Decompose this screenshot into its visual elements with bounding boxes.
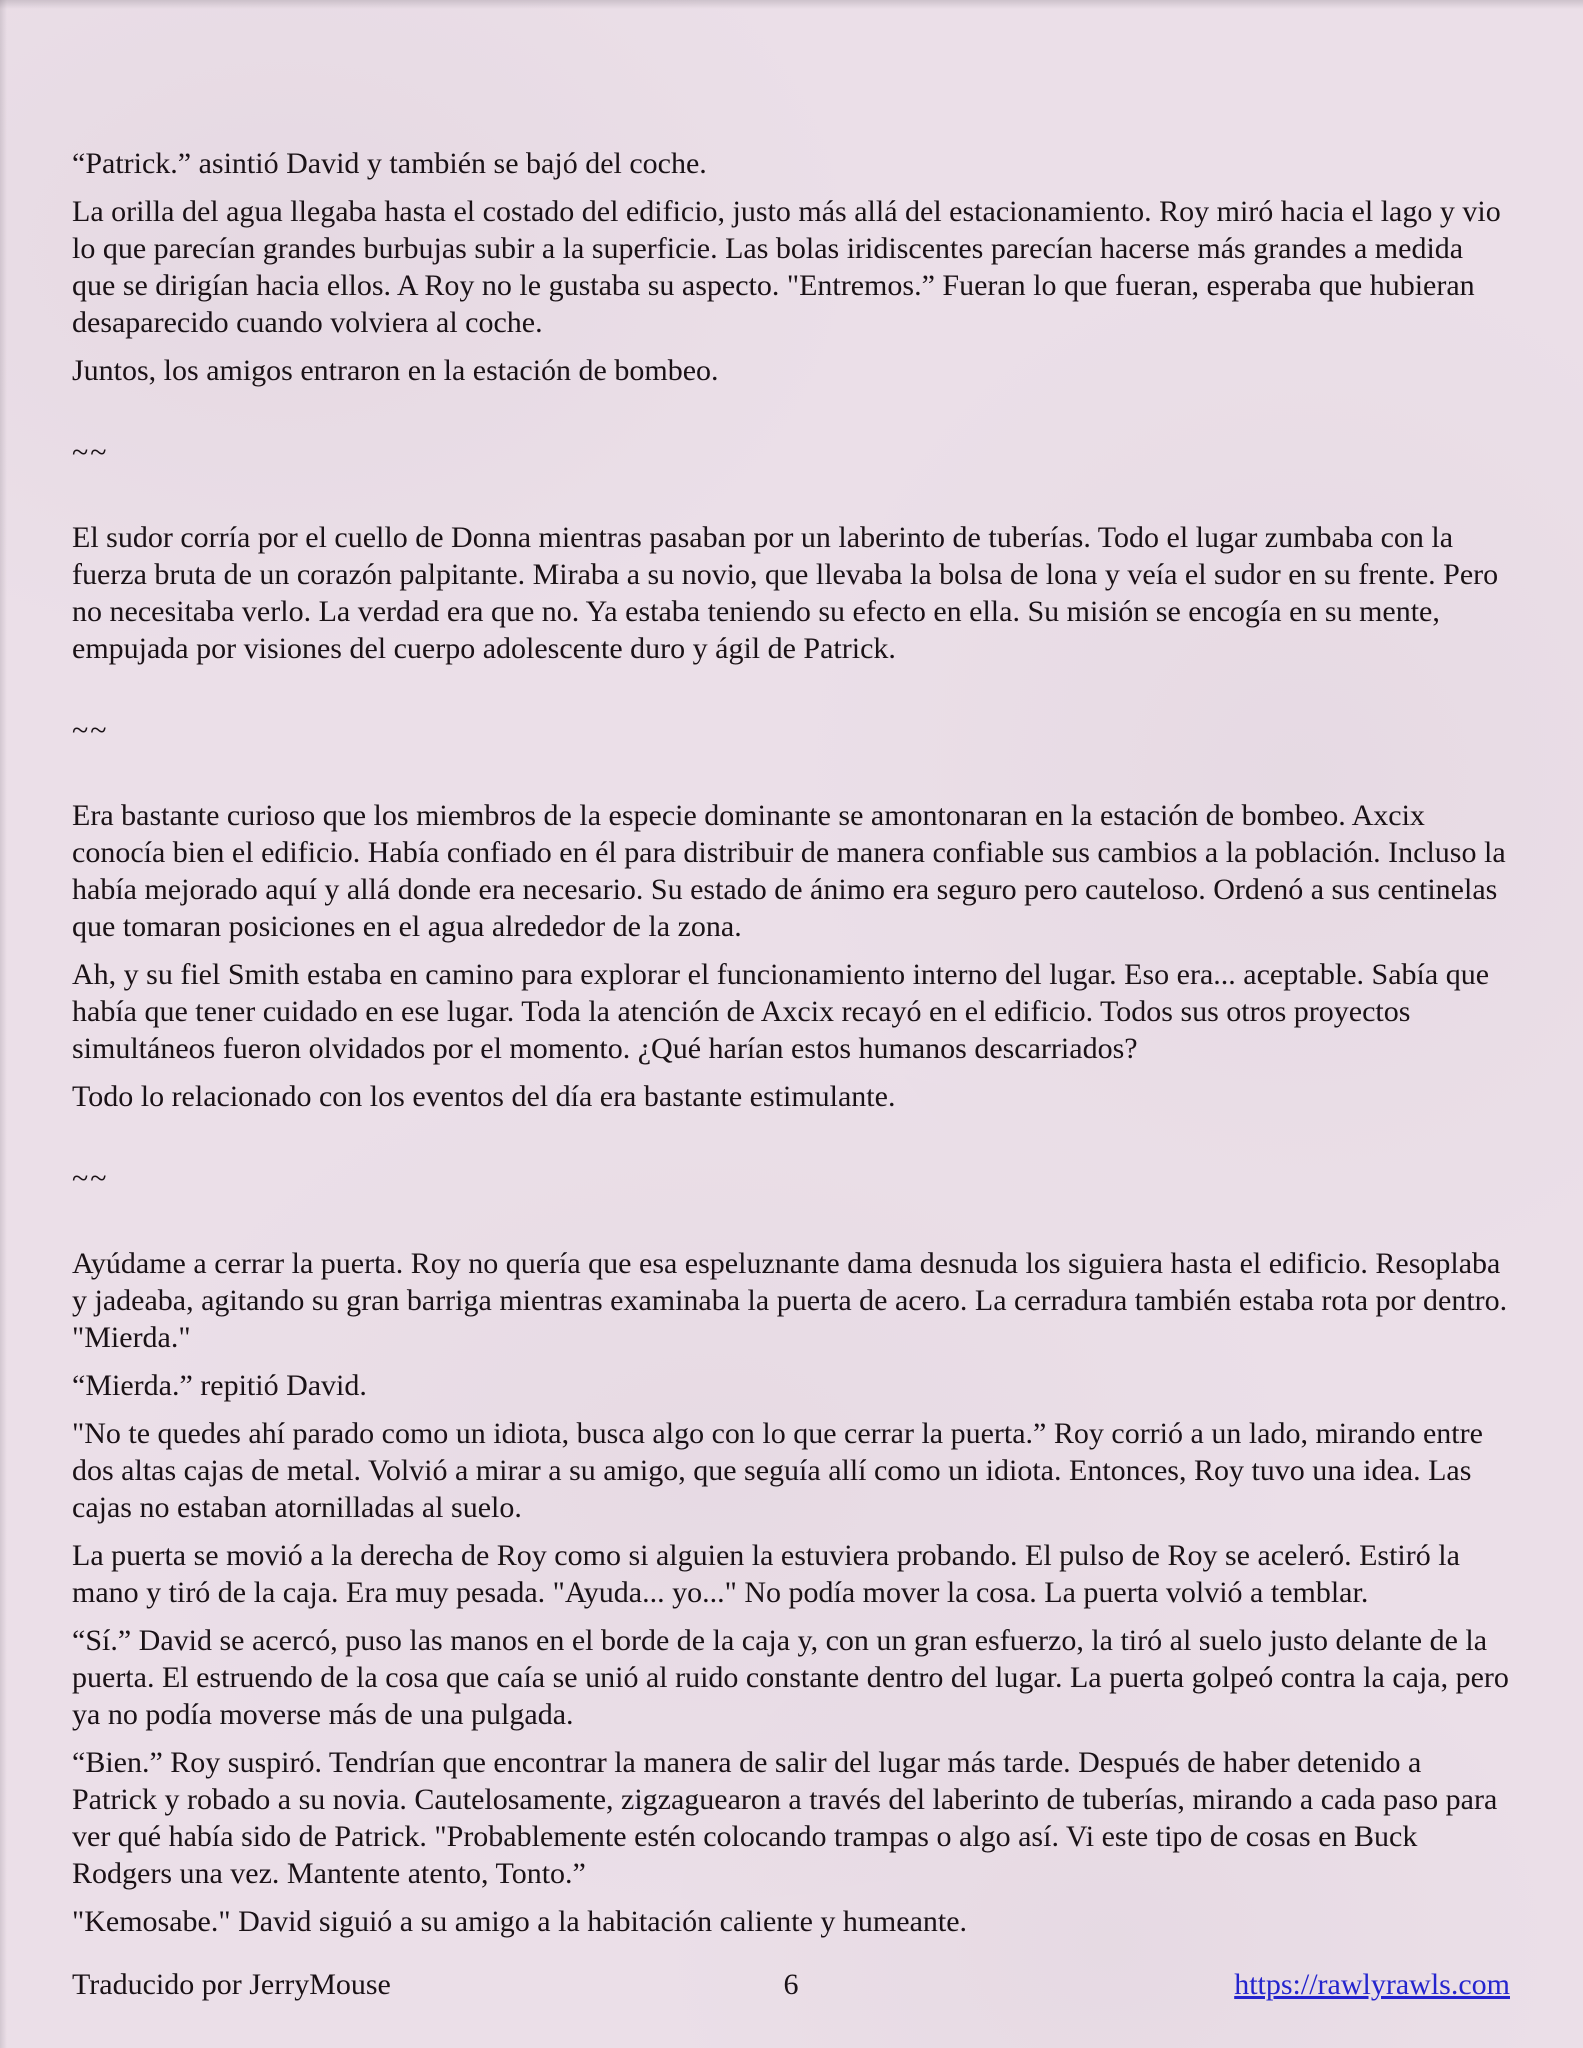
paragraph: La orilla del agua llegaba hasta el costado del edificio, justo más allá del estacionamiento. Roy miró hacia el lago y vio lo que parecían grandes burbujas subir a la superficie. Las bolas iridiscentes parecían hacerse más grandes a medida que se dirigían hacia ellos. A Roy no le gustaba su aspecto. "Entremos.” Fueran lo que fueran, esperaba que hubieran desaparecido cuando volviera al coche. <box>72 195 1501 339</box>
paragraph: “Mierda.” repitió David. <box>72 1369 367 1402</box>
paragraph: Juntos, los amigos entraron en la estación de bombeo. <box>72 354 719 387</box>
section-separator: ~~ <box>72 436 109 469</box>
translator-credit: Traducido por JerryMouse <box>72 1968 391 2001</box>
paragraph: "Kemosabe." David siguió a su amigo a la habitación caliente y humeante. <box>72 1905 968 1938</box>
site-link[interactable]: https://rawlyrawls.com <box>1234 1968 1510 2001</box>
paragraph: La puerta se movió a la derecha de Roy como si alguien la estuviera probando. El pulso de Roy se aceleró. Estiró la mano y tiró de la caja. Era muy pesada. "Ayuda... yo..." No podía mover la cosa. La puerta volvió a temblar. <box>72 1539 1460 1609</box>
paragraph: Ayúdame a cerrar la puerta. Roy no quería que esa espeluznante dama desnuda los siguiera hasta el edificio. Resoplaba y jadeaba, agitando su gran barriga mientras examinaba la puerta de acero. La cerradura también estaba rota por dentro. "Mierda." <box>72 1247 1508 1354</box>
page-number: 6 <box>783 1968 799 2001</box>
section-separator: ~~ <box>72 1162 109 1195</box>
paragraph: “Bien.” Roy suspiró. Tendrían que encontrar la manera de salir del lugar más tarde. Después de haber detenido a Patrick y robado a su novia. Cautelosamente, zigzaguearon a través del laberinto de tuberías, mirando a cada paso para ver qué había sido de Patrick. "Probablemente estén colocando trampas o algo así. Vi este tipo de cosas en Buck Rodgers una vez. Mantente atento, Tonto.” <box>72 1746 1498 1890</box>
paragraph: El sudor corría por el cuello de Donna mientras pasaban por un laberinto de tuberías. Todo el lugar zumbaba con la fuerza bruta de un corazón palpitante. Miraba a su novio, que llevaba la bolsa de lona y veía el sudor en su frente. Pero no necesitaba verlo. La verdad era que no. Ya estaba teniendo su efecto en ella. Su misión se encogía en su mente, empujada por visiones del cuerpo adolescente duro y ágil de Patrick. <box>72 521 1499 665</box>
paragraph: “Patrick.” asintió David y también se bajó del coche. <box>72 147 707 180</box>
paragraph: Todo lo relacionado con los eventos del día era bastante estimulante. <box>72 1080 896 1113</box>
page-footer <box>72 1966 1510 2006</box>
section-separator: ~~ <box>72 714 109 747</box>
paragraph: "No te quedes ahí parado como un idiota, busca algo con lo que cerrar la puerta.” Roy corrió a un lado, mirando entre dos altas cajas de metal. Volvió a mirar a su amigo, que seguía allí como un idiota. Entonces, Roy tuvo una idea. Las cajas no estaban atornilladas al suelo. <box>72 1417 1483 1524</box>
paragraph: “Sí.” David se acercó, puso las manos en el borde de la caja y, con un gran esfuerzo, la tiró al suelo justo delante de la puerta. El estruendo de la cosa que caía se unió al ruido constante dentro del lugar. La puerta golpeó contra la caja, pero ya no podía moverse más de una pulgada. <box>72 1624 1509 1731</box>
paragraph: Ah, y su fiel Smith estaba en camino para explorar el funcionamiento interno del lugar. Eso era... aceptable. Sabía que había que tener cuidado en ese lugar. Toda la atención de Axcix recayó en el edificio. Todos sus otros proyectos simultáneos fueron olvidados por el momento. ¿Qué harían estos humanos descarriados? <box>72 958 1490 1065</box>
paragraph: Era bastante curioso que los miembros de la especie dominante se amontonaran en la estación de bombeo. Axcix conocía bien el edificio. Había confiado en él para distribuir de manera confiable sus cambios a la población. Incluso la había mejorado aquí y allá donde era necesario. Su estado de ánimo era seguro pero cauteloso. Ordenó a sus centinelas que tomaran posiciones en el agua alrededor de la zona. <box>72 799 1506 943</box>
